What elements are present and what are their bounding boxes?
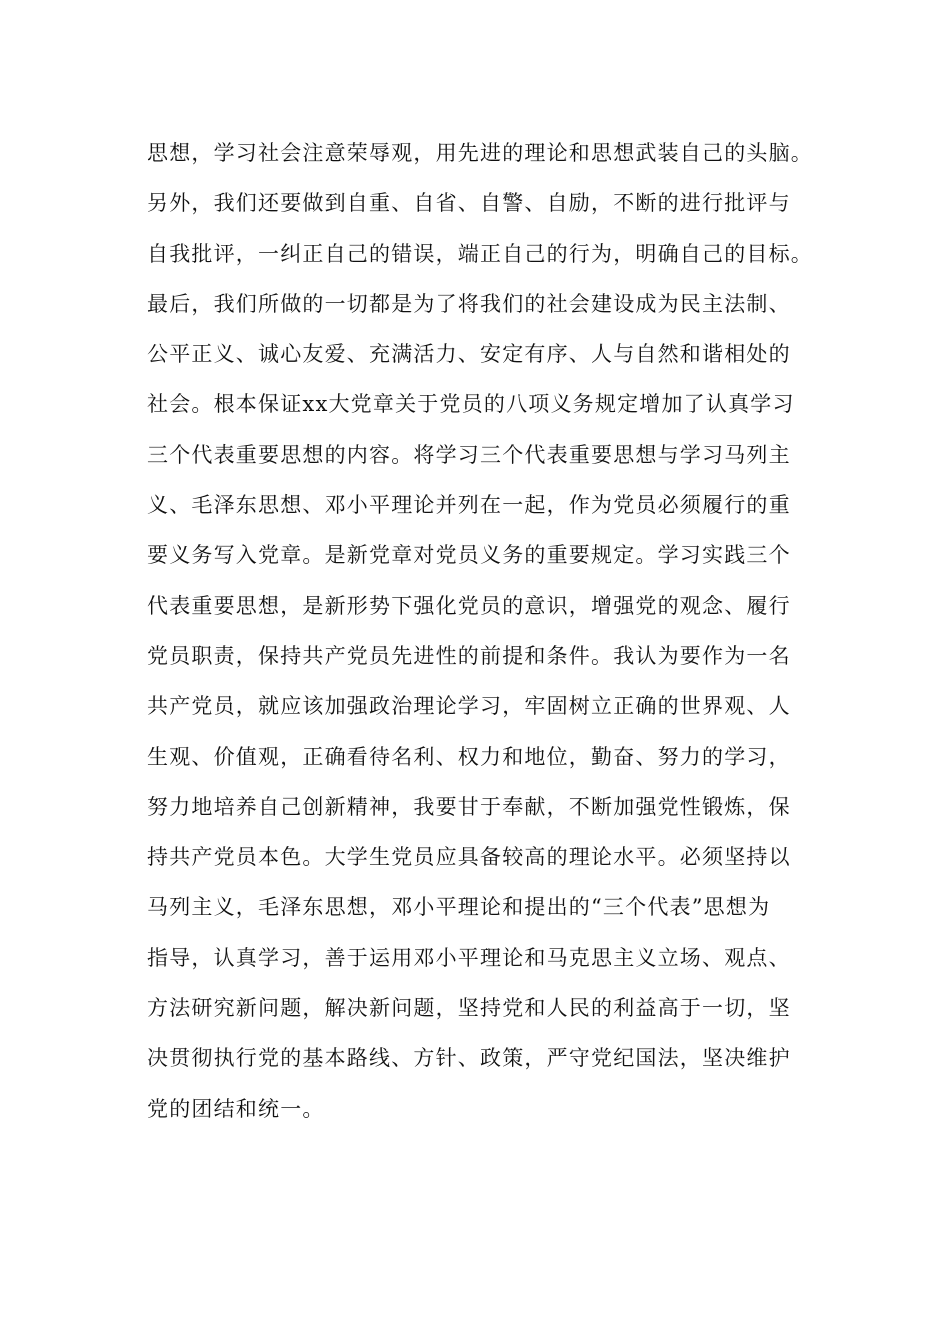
text-line: 生观、价值观，正确看待名利、权力和地位，勤奋、努力的学习，: [147, 744, 791, 769]
text-line: 指导，认真学习，善于运用邓小平理论和马克思主义立场、观点、: [147, 945, 791, 970]
text-line: 另外，我们还要做到自重、自省、自警、自励，不断的进行批评与: [147, 191, 791, 216]
text-line: 社会。根本保证xx大党章关于党员的八项义务规定增加了认真学习: [147, 392, 795, 417]
text-line: 思想，学习社会注意荣辱观，用先进的理论和思想武装自己的头脑。: [147, 141, 813, 165]
text-line: 义、毛泽东思想、邓小平理论并列在一起，作为党员必须履行的重: [147, 493, 791, 518]
text-line: 自我批评，一纠正自己的错误，端正自己的行为，明确自己的目标。: [147, 241, 813, 266]
text-line: 马列主义，毛泽东思想，邓小平理论和提出的“三个代表”思想为: [147, 895, 771, 920]
text-line: 最后，我们所做的一切都是为了将我们的社会建设成为民主法制、: [147, 291, 791, 316]
text-line: 要义务写入党章。是新党章对党员义务的重要规定。学习实践三个: [147, 543, 791, 568]
text-line: 党员职责，保持共产党员先进性的前提和条件。我认为要作为一名: [147, 643, 791, 668]
text-line: 方法研究新问题，解决新问题，坚持党和人民的利益高于一切，坚: [147, 996, 791, 1021]
text-line: 代表重要思想，是新形势下强化党员的意识，增强党的观念、履行: [147, 593, 791, 618]
text-line: 决贯彻执行党的基本路线、方针、政策，严守党纪国法，坚决维护: [147, 1046, 791, 1071]
text-line: 努力地培养自己创新精神，我要甘于奉献，不断加强党性锻炼，保: [147, 794, 791, 819]
text-line: 三个代表重要思想的内容。将学习三个代表重要思想与学习马列主: [147, 442, 791, 467]
text-line: 持共产党员本色。大学生党员应具备较高的理论水平。必须坚持以: [147, 845, 791, 870]
text-line: 公平正义、诚心友爱、充满活力、安定有序、人与自然和谐相处的: [147, 342, 791, 367]
body-text: [147, 128, 827, 1134]
text-line: 共产党员，就应该加强政治理论学习，牢固树立正确的世界观、人: [147, 694, 791, 719]
text-line: 党的团结和统一。: [147, 1096, 325, 1121]
